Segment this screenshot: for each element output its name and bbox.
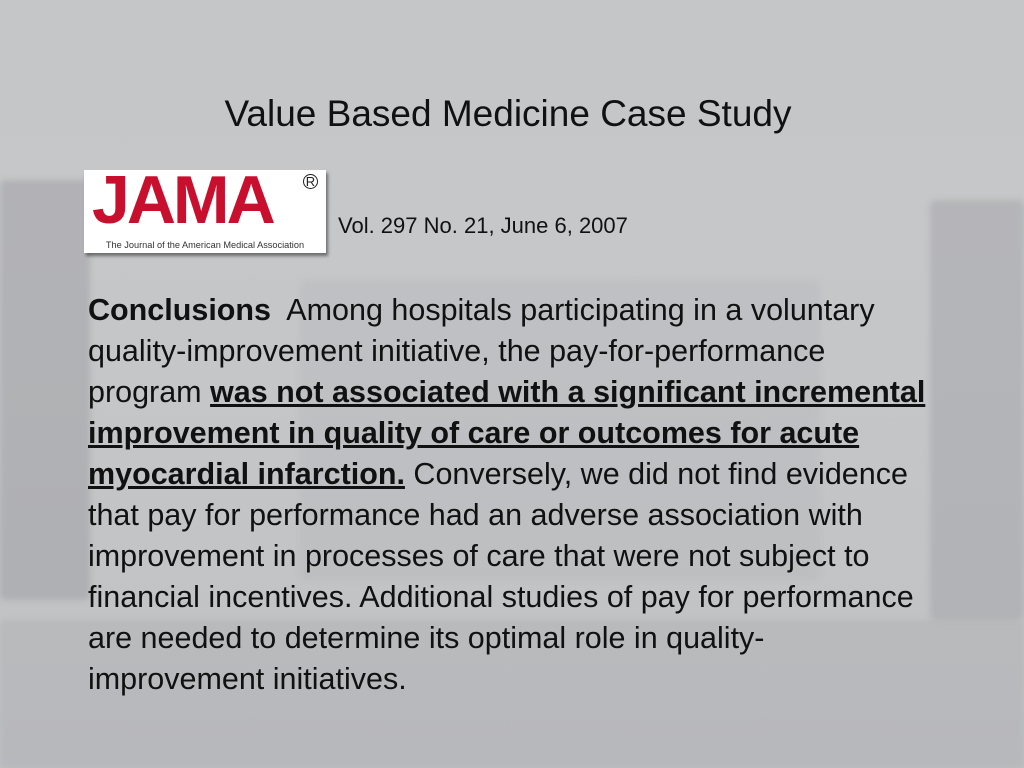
registered-mark-icon: R xyxy=(303,174,318,189)
conclusions-paragraph xyxy=(88,290,938,700)
jama-logo xyxy=(84,162,326,253)
conclusions-label: Conclusions xyxy=(88,293,272,327)
conclusions-intro: Among hospitals participating in a voluntary quality-improvement initiative, the pay-for-performance program xyxy=(88,293,884,409)
logo-wordmark: JAMA xyxy=(92,162,273,238)
conclusions-rest: Conversely, we did not find evidence that pay for performance had an adverse association with improvement in processes of care that were not subject to financial incentives. Additional studies of pay for performance are needed to determine its optimal role in quality-improvement initiatives. xyxy=(88,457,914,696)
slide-title: Value Based Medicine Case Study xyxy=(224,93,792,134)
logo-tagline: The Journal of the American Medical Association xyxy=(105,240,305,250)
conclusions-emphasis: was not associated with a significant incremental improvement in quality of care or outcomes for acute myocardial infarction. xyxy=(88,375,926,491)
citation: Vol. 297 No. 21, June 6, 2007 xyxy=(338,213,628,238)
